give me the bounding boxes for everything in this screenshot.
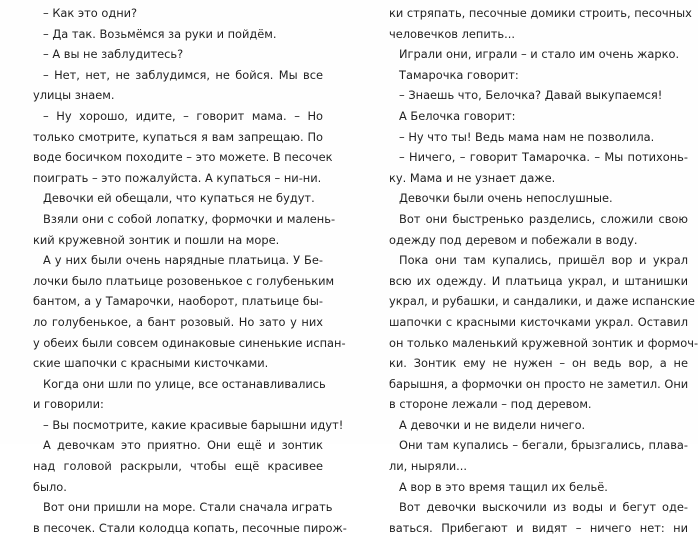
- text-line: Взяли они с собой лопатку, формочки и малень-: [43, 211, 336, 226]
- text-line: – Нет, нет, не заблудимся, не бойся. Мы все: [43, 67, 323, 82]
- text-line: Когда они шли по улице, все останавливались: [43, 376, 326, 391]
- text-line: Играли они, играли – и стало им очень жарко.: [399, 47, 680, 62]
- text-line: ку. Мама и не узнает даже.: [389, 170, 556, 185]
- text-line: ки. Зонтик ему не нужен – он ведь вор, а не: [389, 356, 688, 371]
- left-page-text: [33, 3, 347, 538]
- text-line: в песочек. Стали колодца копать, песочные пирож-: [33, 520, 347, 535]
- text-line: только смотрите, купаться я вам запрещаю. По: [33, 129, 323, 144]
- text-line: – Ну хорошо, идите, – говорит мама. – Но: [43, 108, 323, 123]
- text-line: улицы знаем.: [33, 88, 115, 103]
- text-line: А вор в это время тащил их бельё.: [399, 479, 608, 494]
- text-line: А Белочка говорит:: [399, 108, 516, 123]
- text-line: всю их одежду. И платьица украл, и штанишки: [389, 273, 688, 288]
- text-line: кий кружевной зонтик и пошли на море.: [33, 232, 280, 247]
- text-line: – Знаешь что, Белочка? Давай выкупаемся!: [399, 88, 663, 103]
- text-line: он только маленький кружевной зонтик и формоч-: [389, 335, 698, 350]
- text-line: над головой раскрыли, чтобы ещё красивее: [33, 459, 323, 474]
- text-line: Девочки ей обещали, что купаться не будут.: [43, 191, 315, 206]
- text-line: ки стряпать, песочные домики строить, песочных: [389, 6, 692, 20]
- text-line: человечков лепить...: [389, 26, 515, 41]
- text-line: Пока они там купались, пришёл вор и украл: [399, 253, 688, 268]
- text-line: А девочкам это приятно. Они ещё и зонтик: [43, 438, 323, 453]
- text-line: – А вы не заблудитесь?: [43, 47, 184, 62]
- text-line: воде босичком походите – это можете. В песочек: [33, 150, 333, 165]
- text-line: ские шапочки с красными кисточками.: [33, 356, 269, 371]
- text-line: – Да так. Возьмёмся за руки и пойдём.: [43, 26, 277, 41]
- text-line: – Ничего, – говорит Тамарочка. – Мы потихонь-: [399, 150, 688, 165]
- text-line: в стороне лежали – под деревом.: [389, 397, 592, 412]
- text-line: ваться. Прибегают и видят – ничего нет: ни: [389, 520, 688, 535]
- text-line: А девочки и не видели ничего.: [399, 417, 586, 432]
- text-line: ло голубенькое, а бант розовый. Но зато у них: [33, 314, 323, 329]
- text-line: одежду под деревом и побежали в воду.: [389, 232, 638, 247]
- text-line: Вот девочки выскочили из воды и бегут оде-: [399, 500, 688, 515]
- text-line: Они там купались – бегали, брызгались, плава-: [399, 438, 688, 453]
- text-line: Девочки были очень непослушные.: [399, 191, 613, 206]
- text-line: поиграть – это пожалуйста. А купаться – ни-ни.: [33, 170, 322, 185]
- text-line: ли, ныряли...: [389, 459, 467, 474]
- text-line: Тамарочка говорит:: [399, 67, 519, 82]
- text-line: Вот они быстренько разделись, сложили свою: [399, 211, 688, 226]
- text-line: лочки было платьице розовенькое с голубеньким: [33, 273, 335, 288]
- text-line: украл, и рубашки, и сандалики, и даже испанские: [389, 294, 695, 309]
- text-line: – Вы посмотрите, какие красивые барышни идут!: [43, 417, 344, 432]
- text-line: у обеих были совсем одинаковые синенькие испан-: [33, 335, 346, 350]
- right-page-text: [389, 3, 698, 538]
- text-line: – Как это одни?: [43, 6, 138, 20]
- text-line: и говорили:: [33, 397, 104, 412]
- page-gutter: [349, 0, 350, 444]
- text-line: было.: [33, 479, 67, 494]
- text-line: бантом, а у Тамарочки, наоборот, платьице бы-: [33, 294, 323, 309]
- text-line: шапочки с красными кисточками украл. Оставил: [389, 314, 688, 329]
- text-line: А у них были очень нарядные платьица. У Бе-: [43, 253, 323, 268]
- text-line: барышня, а формочки он просто не заметил. Они: [389, 376, 689, 391]
- text-line: Вот они пришли на море. Стали сначала играть: [43, 500, 333, 515]
- text-line: – Ну что ты! Ведь мама нам не позволила.: [399, 129, 655, 144]
